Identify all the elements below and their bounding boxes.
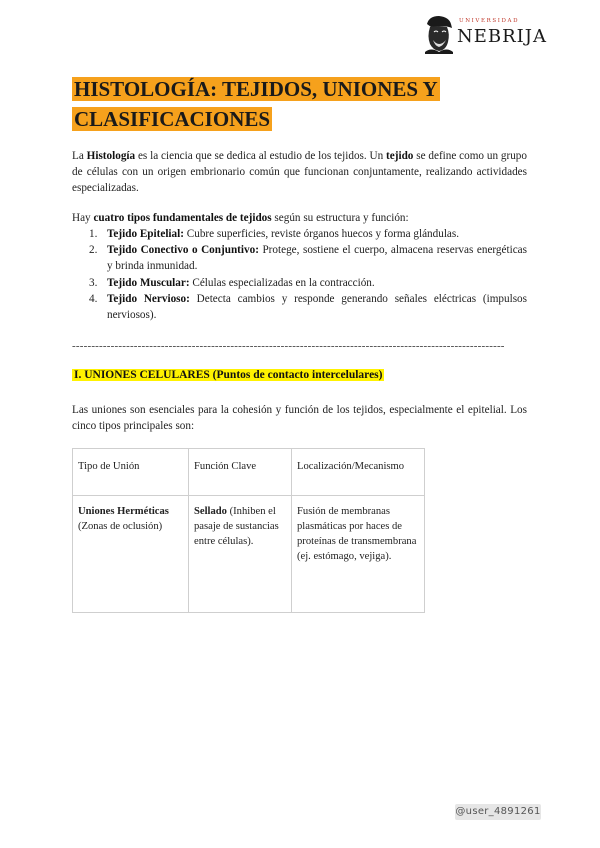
nebrija-portrait-icon bbox=[421, 14, 455, 54]
unions-intro-paragraph: Las uniones son esenciales para la cohesión y función de los tejidos, especialmente el epitelial. Los cinco tipos principales son: bbox=[72, 404, 527, 433]
union-type-alias: (Zonas de oclusión) bbox=[78, 521, 163, 532]
list-item bbox=[72, 226, 527, 242]
section-divider: ---------------------------------------------------------------------------------------------------------------- bbox=[72, 340, 505, 352]
table-row bbox=[73, 496, 425, 613]
list-item-number: 1. bbox=[89, 228, 98, 240]
list-item bbox=[72, 275, 527, 291]
list-item-number: 2. bbox=[89, 244, 98, 257]
intro-paragraph bbox=[72, 148, 527, 197]
list-item-name: Tejido Muscular: bbox=[107, 276, 190, 289]
list-item-desc: Detecta cambios y responde generando señales eléctricas (impulsos nerviosos). bbox=[107, 292, 527, 322]
table-header-cell: Tipo de Unión bbox=[73, 449, 189, 496]
unions-table bbox=[72, 448, 425, 613]
list-item-name: Tejido Epitelial: bbox=[107, 228, 184, 240]
section-heading-text: I. UNIONES CELULARES (Puntos de contacto intercelulares) bbox=[74, 369, 383, 381]
intro-text-2: es la ciencia que se dedica al estudio de los tejidos. Un bbox=[135, 150, 387, 162]
union-function-desc: (Inhiben el pasaje de sustancias entre células). bbox=[194, 506, 279, 547]
union-function-name: Sellado bbox=[194, 506, 227, 517]
types-intro-text-1: Hay bbox=[72, 212, 94, 224]
types-intro-bold: cuatro tipos fundamentales de tejidos bbox=[93, 212, 272, 224]
page-title-text: HISTOLOGÍA: TEJIDOS, UNIONES Y CLASIFICACIONES bbox=[74, 77, 438, 131]
table-header-cell: Localización/Mecanismo bbox=[292, 449, 425, 496]
list-item-number: 3. bbox=[89, 276, 98, 289]
types-intro-text-2: según su estructura y función: bbox=[271, 212, 409, 224]
section-heading bbox=[72, 369, 384, 381]
list-item bbox=[72, 291, 527, 323]
union-type-name: Uniones Herméticas bbox=[78, 506, 169, 517]
list-item-desc: Células especializadas en la contracción. bbox=[189, 276, 375, 289]
user-watermark: @user_4891261 bbox=[455, 804, 541, 820]
list-item-name: Tejido Conectivo o Conjuntivo: bbox=[107, 244, 259, 257]
list-item-number: 4. bbox=[89, 292, 98, 305]
tissue-types-list bbox=[72, 226, 527, 323]
list-item bbox=[72, 242, 527, 274]
page-title bbox=[72, 74, 512, 134]
table-header-row bbox=[73, 449, 425, 496]
types-intro-paragraph bbox=[72, 210, 527, 226]
intro-text-1: La bbox=[72, 150, 87, 162]
intro-term-histologia: Histología bbox=[86, 150, 136, 162]
table-cell-function bbox=[189, 496, 292, 613]
university-logo bbox=[421, 14, 547, 54]
list-item-desc: Cubre superficies, reviste órganos huecos y forma glándulas. bbox=[183, 228, 460, 240]
table-header-cell: Función Clave bbox=[189, 449, 292, 496]
intro-term-tejido: tejido bbox=[386, 150, 414, 162]
logo-university-label: UNIVERSIDAD bbox=[459, 18, 520, 24]
list-item-name: Tejido Nervioso: bbox=[107, 292, 190, 305]
logo-university-name: NEBRIJA bbox=[457, 26, 547, 47]
table-cell-location: Fusión de membranas plasmáticas por haces de proteínas de transmembrana (ej. estómago, vejiga). bbox=[292, 496, 425, 613]
intro-text-3: se define como un grupo de células con un origen embrionario común que funcionan conjuntamente, realizando actividades especializadas. bbox=[72, 150, 527, 195]
list-item-desc: Protege, sostiene el cuerpo, almacena reservas energéticas y brinda inmunidad. bbox=[107, 244, 527, 273]
table-cell-type bbox=[73, 496, 189, 613]
